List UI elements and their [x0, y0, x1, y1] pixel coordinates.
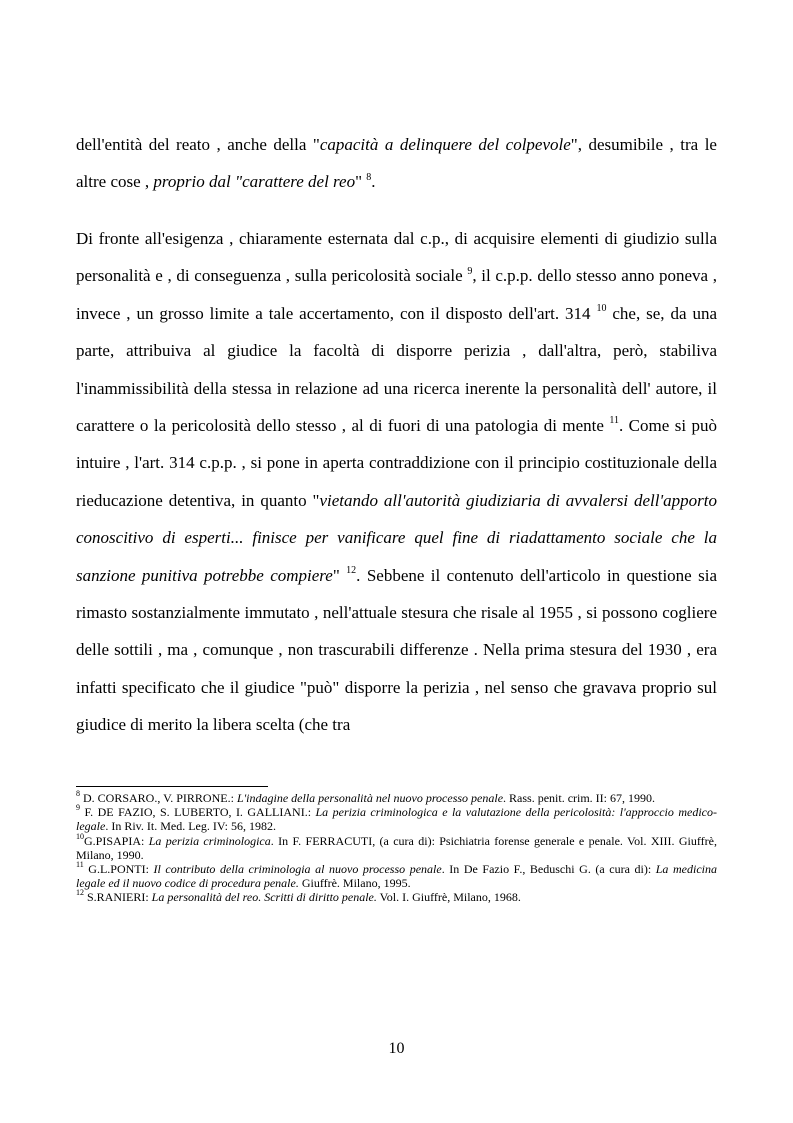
footnote-10 [76, 831, 717, 862]
text-run: , il c.p.p. dello stesso anno poneva , invece , un grosso limite a tale accertamento, con il disposto dell'art. 314 [76, 266, 717, 323]
footnote-ref-8: 8 [366, 171, 372, 183]
footnote-11 [76, 862, 717, 890]
quotation: vietando all'autorità giudiziaria di avvalersi dell'apporto conoscitivo di esperti... finisce per vanificare quel fine di riadattamento sociale che la sanzione punitiva potrebbe compiere [76, 490, 717, 585]
footnote-source: . In De Fazio F., Beduschi G. (a cura di): [441, 862, 656, 877]
footnote-authors: G.PISAPIA: [84, 833, 149, 848]
footnote-source: . In F. FERRACUTI, (a cura di): Psichiatria forense generale e penale. Vol. XIII. Giuffrè, Milano, 1990. [76, 833, 717, 862]
footnotes [76, 791, 717, 905]
page-number: 10 [388, 1040, 405, 1057]
footnote-separator [76, 786, 268, 787]
footnote-9 [76, 805, 717, 833]
footnote-12 [76, 890, 717, 904]
footnote-number: 9 [76, 803, 80, 813]
footnote-number: 10 [76, 831, 84, 841]
body-paragraph-1 [76, 126, 717, 201]
footnote-publisher: Giuffrè. Milano, 1995. [298, 876, 411, 891]
footnote-title: La perizia criminologica [148, 833, 271, 848]
quoted-phrase: proprio dal "carattere del reo [153, 172, 356, 192]
text-run: " [332, 565, 347, 585]
text-run: . Sebbene il contenuto dell'articolo in questione sia rimasto sostanzialmente immutato , nell'attuale stesura che risale al 1955 , si possono cogliere delle sottili , ma , comunque , non trascurabili differenze . Nella prima stesura del 1930 , era infatti specificato che il giudice "può" disporre la perizia , nel senso che gravava proprio sul giudice di merito la libera scelta (che tra [76, 565, 717, 735]
text-run: che, se, da una parte, attribuiva al giudice la facoltà di disporre perizia , dall'altra, però, stabiliva l'inammissibilità della stessa in relazione ad una ricerca inerente la personalità dell' autore, il carattere o la pericolosità dello stesso , al di fuori di una patologia di mente [76, 303, 717, 436]
footnote-authors: D. CORSARO., V. PIRRONE.: [80, 791, 237, 805]
body-paragraph-2 [76, 220, 717, 744]
footnote-title: Il contributo della criminologia al nuovo processo penale [153, 862, 442, 877]
text-run: dell'entità del reato , anche della " [76, 135, 320, 154]
footnote-ref-11: 11 [609, 415, 619, 427]
footnote-ref-10: 10 [596, 303, 607, 315]
footnote-source: . Rass. penit. crim. II: 67, 1990. [503, 791, 656, 805]
footnote-title: L'indagine della personalità nel nuovo processo penale [236, 791, 504, 805]
footnote-ref-12: 12 [346, 565, 357, 576]
footnote-title: La personalità del reo. Scritti di diritto penale. [151, 890, 377, 905]
text-run: . Come si può intuire , l'art. 314 c.p.p. , si pone in aperta contraddizione con il principio costituzionale della rieducazione detentiva, in quanto " [76, 416, 717, 510]
footnote-authors: S.RANIERI: [84, 890, 152, 905]
footnote-book-title: La medicina legale ed il nuovo codice di procedura penale. [76, 862, 717, 891]
footnote-number: 8 [76, 789, 80, 798]
footnote-number: 12 [76, 888, 84, 898]
footnote-ref-9: 9 [467, 265, 473, 277]
footnote-authors: F. DE FAZIO, S. LUBERTO, I. GALLIANI.: [80, 805, 316, 820]
footnote-source: . In Riv. It. Med. Leg. IV: 56, 1982. [105, 819, 276, 834]
footnote-source: Vol. I. Giuffrè, Milano, 1968. [376, 890, 521, 905]
text-run: Di fronte all'esigenza , chiaramente esternata dal c.p., di acquisire elementi di giudizio sulla personalità e , di conseguenza , sulla pericolosità sociale [76, 229, 717, 286]
footnote-8 [76, 791, 717, 805]
text-run: . [371, 172, 376, 192]
footnote-title: La perizia criminologica e la valutazione della pericolosità: l'approccio medico-legale [76, 805, 717, 834]
quoted-phrase: capacità a delinquere del colpevole [319, 135, 571, 154]
footnote-number: 11 [76, 860, 84, 870]
text-run: ", desumibile , tra le altre cose , [76, 135, 717, 192]
text-run: " [355, 172, 367, 192]
footnote-authors: G.L.PONTI: [83, 862, 154, 877]
